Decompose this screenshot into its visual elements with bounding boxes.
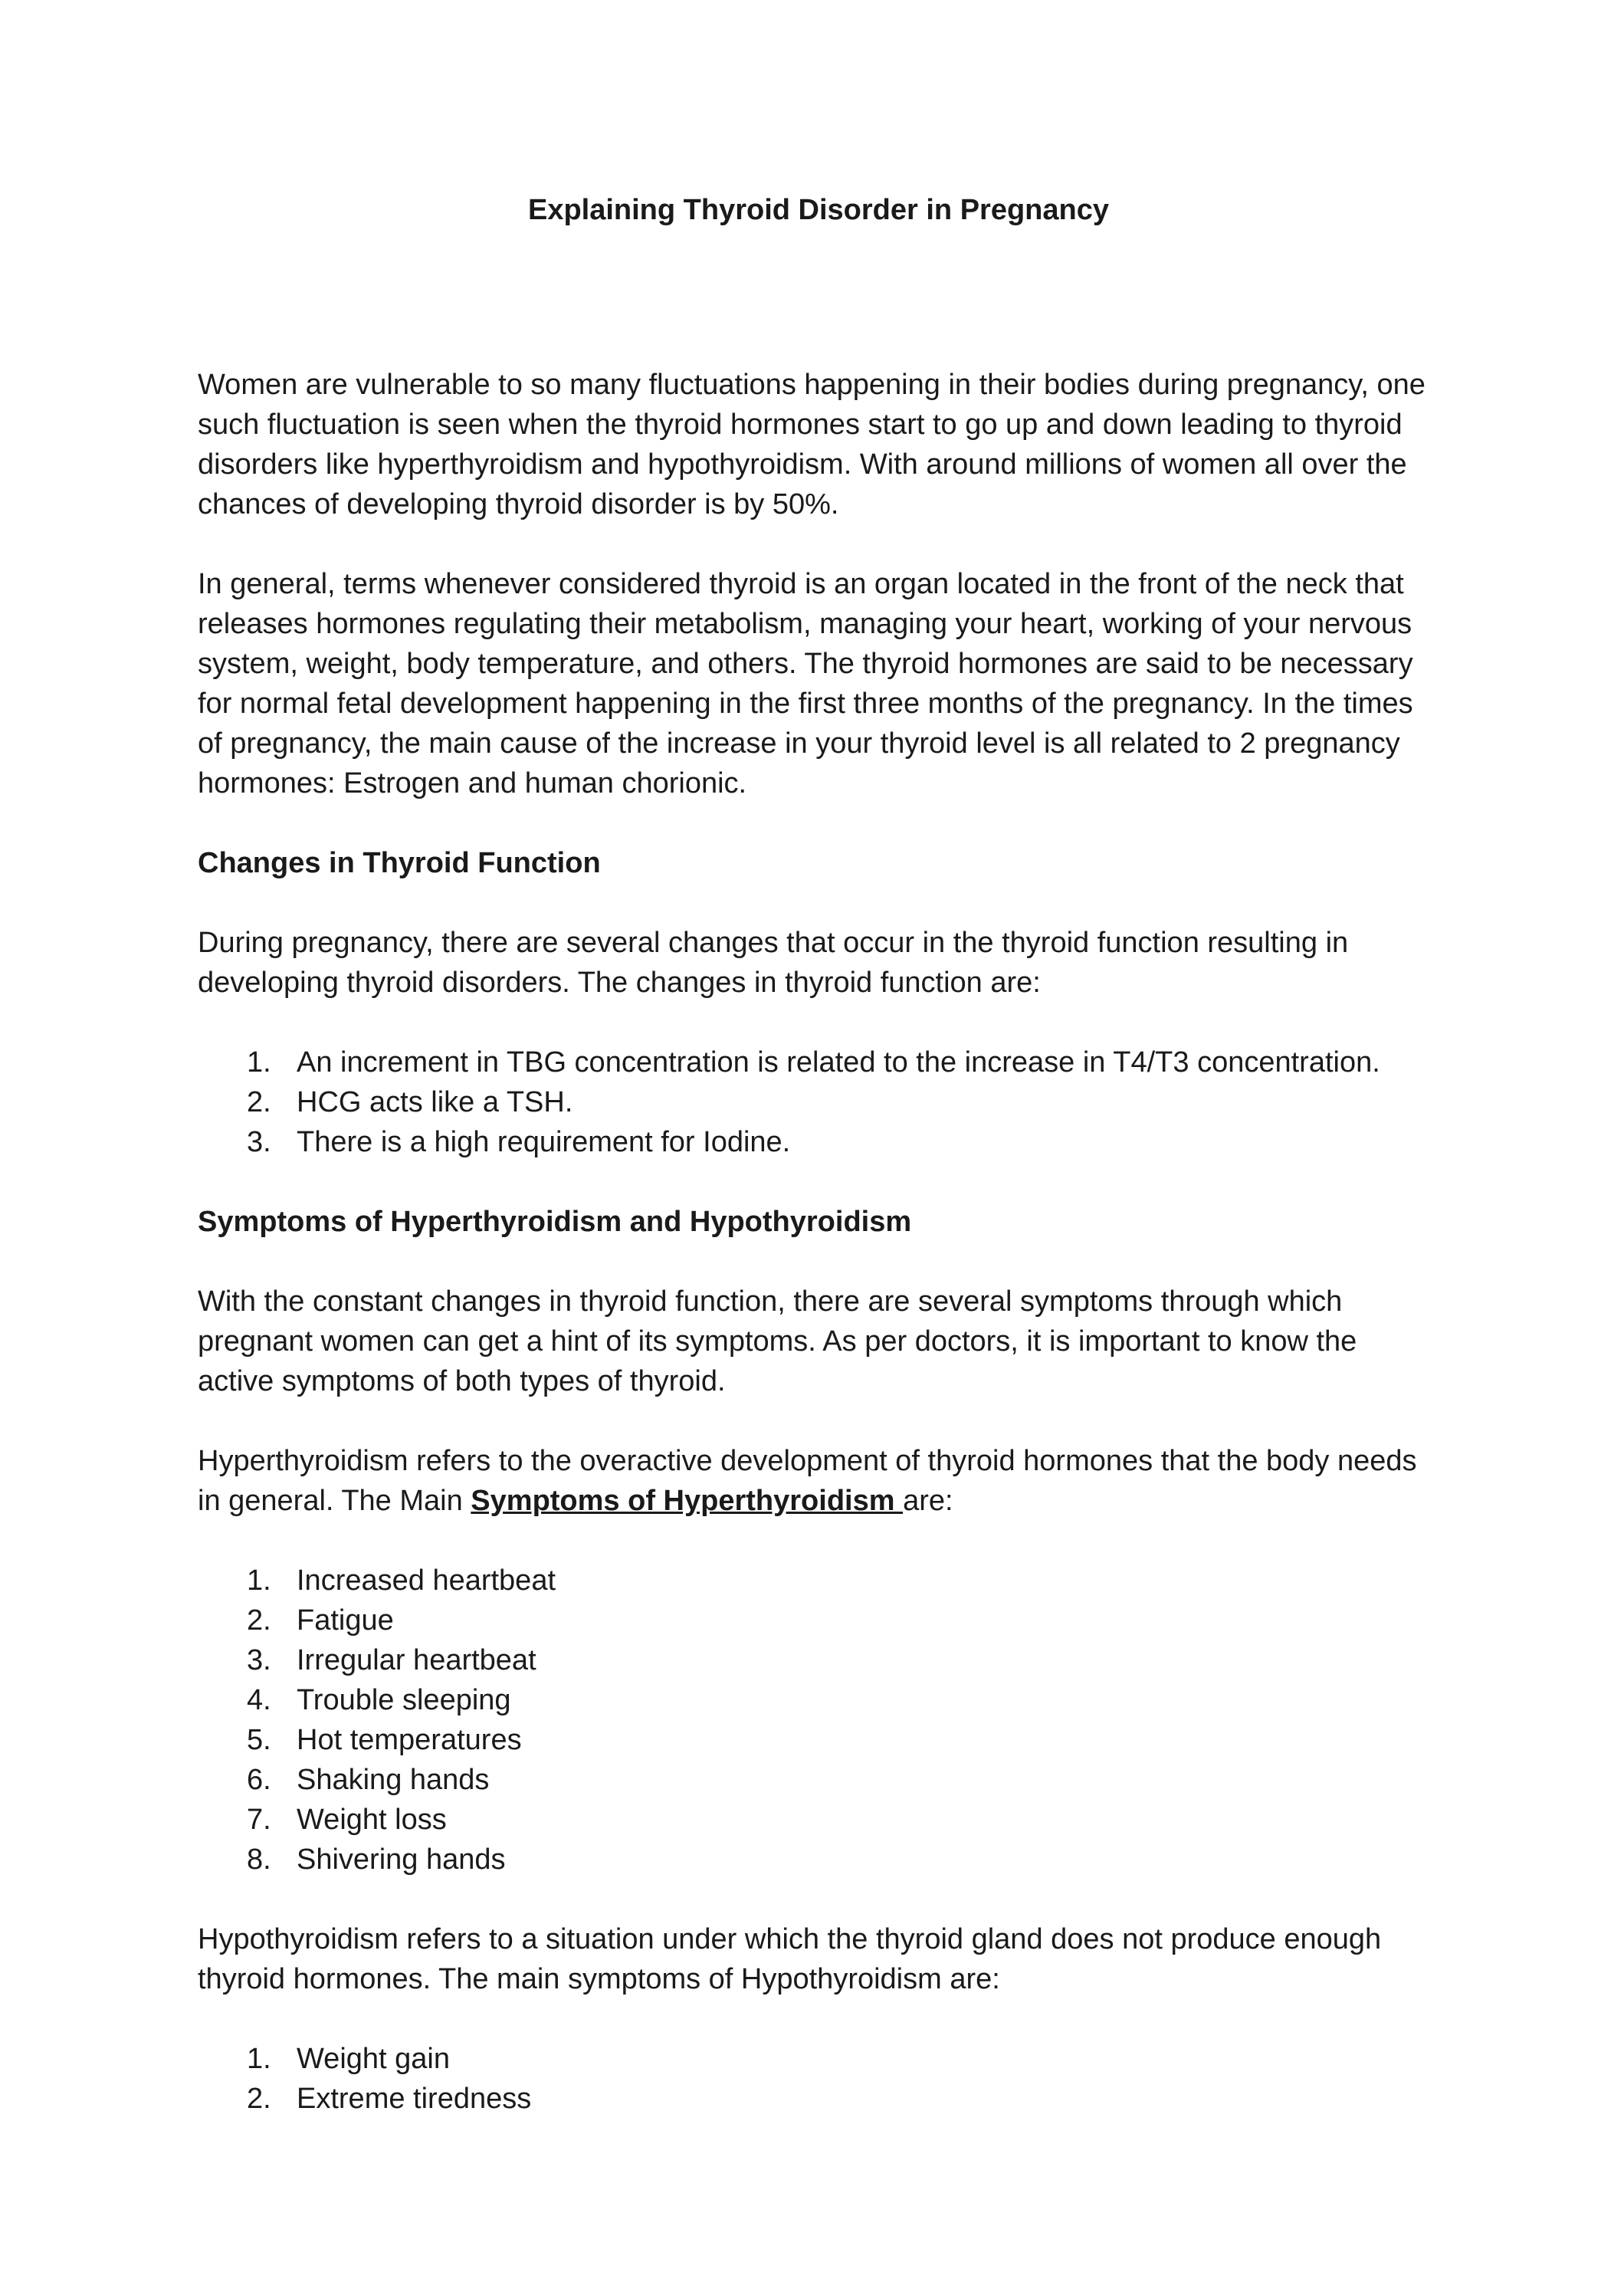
hypothyroidism-symptoms-list xyxy=(198,2039,1439,2119)
list-item xyxy=(198,2079,1439,2119)
section-heading-symptoms: Symptoms of Hyperthyroidism and Hypothyroidism xyxy=(198,1206,912,1238)
list-number: 2. xyxy=(247,1086,271,1118)
list-number: 3. xyxy=(247,1644,271,1676)
list-item xyxy=(198,1840,1439,1880)
hyper-intro-text: Hyperthyroidism refers to the overactive development of thyroid hormones that the body needs in general. The Main xyxy=(198,1445,1417,1517)
hypothyroidism-intro-paragraph: Hypothyroidism refers to a situation under which the thyroid gland does not produce enough thyroid hormones. The main symptoms of Hypothyroidism are: xyxy=(198,1923,1382,1995)
list-number: 5. xyxy=(247,1724,271,1756)
list-number: 1. xyxy=(247,1564,271,1597)
list-item xyxy=(198,1680,1439,1720)
list-number: 3. xyxy=(247,1126,271,1158)
document-body xyxy=(198,190,1439,2159)
list-item-text: HCG acts like a TSH. xyxy=(297,1086,573,1118)
list-item-text: Trouble sleeping xyxy=(297,1684,511,1716)
list-item-text: Weight gain xyxy=(297,2043,450,2075)
hyperthyroidism-symptoms-link[interactable]: Symptoms of Hyperthyroidism xyxy=(471,1485,904,1517)
list-item xyxy=(198,1800,1439,1840)
list-item-text: Shaking hands xyxy=(297,1764,490,1796)
list-item xyxy=(198,2039,1439,2079)
list-item-text: Fatigue xyxy=(297,1604,394,1637)
list-item-text: Shivering hands xyxy=(297,1844,506,1876)
list-number: 1. xyxy=(247,1046,271,1079)
list-item-text: An increment in TBG concentration is related to the increase in T4/T3 concentration. xyxy=(297,1046,1380,1079)
section-heading-changes: Changes in Thyroid Function xyxy=(198,847,601,879)
list-number: 4. xyxy=(247,1684,271,1716)
list-number: 2. xyxy=(247,1604,271,1637)
list-item xyxy=(198,1042,1439,1082)
list-item xyxy=(198,1561,1439,1601)
list-number: 8. xyxy=(247,1844,271,1876)
list-item xyxy=(198,1720,1439,1760)
list-number: 1. xyxy=(247,2043,271,2075)
intro-paragraph: Women are vulnerable to so many fluctuations happening in their bodies during pregnancy, one such fluctuation is seen when the thyroid hormones start to go up and down leading to thyroid disorders like hyperthyroidism and hypothyroidism. With around millions of women all over the chances of developing thyroid disorder is by 50%. xyxy=(198,369,1426,520)
list-item-text: Weight loss xyxy=(297,1804,447,1836)
list-item xyxy=(198,1122,1439,1162)
changes-list xyxy=(198,1042,1439,1162)
list-item-text: Increased heartbeat xyxy=(297,1564,556,1597)
list-number: 2. xyxy=(247,2083,271,2115)
hyper-intro-tail: are: xyxy=(903,1485,953,1517)
document-title: Explaining Thyroid Disorder in Pregnancy xyxy=(527,194,1110,226)
list-item-text: Irregular heartbeat xyxy=(297,1644,536,1676)
list-item xyxy=(198,1601,1439,1640)
list-item-text: Extreme tiredness xyxy=(297,2083,532,2115)
changes-intro-paragraph: During pregnancy, there are several changes that occur in the thyroid function resulting in developing thyroid disorders. The changes in thyroid function are: xyxy=(198,927,1349,999)
symptoms-intro-paragraph: With the constant changes in thyroid function, there are several symptoms through which pregnant women can get a hint of its symptoms. As per doctors, it is important to know the active symptoms of both types of thyroid. xyxy=(198,1285,1357,1397)
hyperthyroidism-intro-paragraph xyxy=(198,1441,1439,1521)
list-item xyxy=(198,1760,1439,1800)
list-item xyxy=(198,1640,1439,1680)
list-number: 7. xyxy=(247,1804,271,1836)
hyperthyroidism-symptoms-list xyxy=(198,1561,1439,1880)
list-item xyxy=(198,1082,1439,1122)
thyroid-overview-paragraph: In general, terms whenever considered thyroid is an organ located in the front of the neck that releases hormones regulating their metabolism, managing your heart, working of your nervous system, weight, body temperature, and others. The thyroid hormones are said to be necessary for normal fetal development happening in the first three months of the pregnancy. In the times of pregnancy, the main cause of the increase in your thyroid level is all related to 2 pregnancy hormones: Estrogen and human chorionic. xyxy=(198,568,1413,799)
list-number: 6. xyxy=(247,1764,271,1796)
list-item-text: There is a high requirement for Iodine. xyxy=(297,1126,791,1158)
list-item-text: Hot temperatures xyxy=(297,1724,522,1756)
